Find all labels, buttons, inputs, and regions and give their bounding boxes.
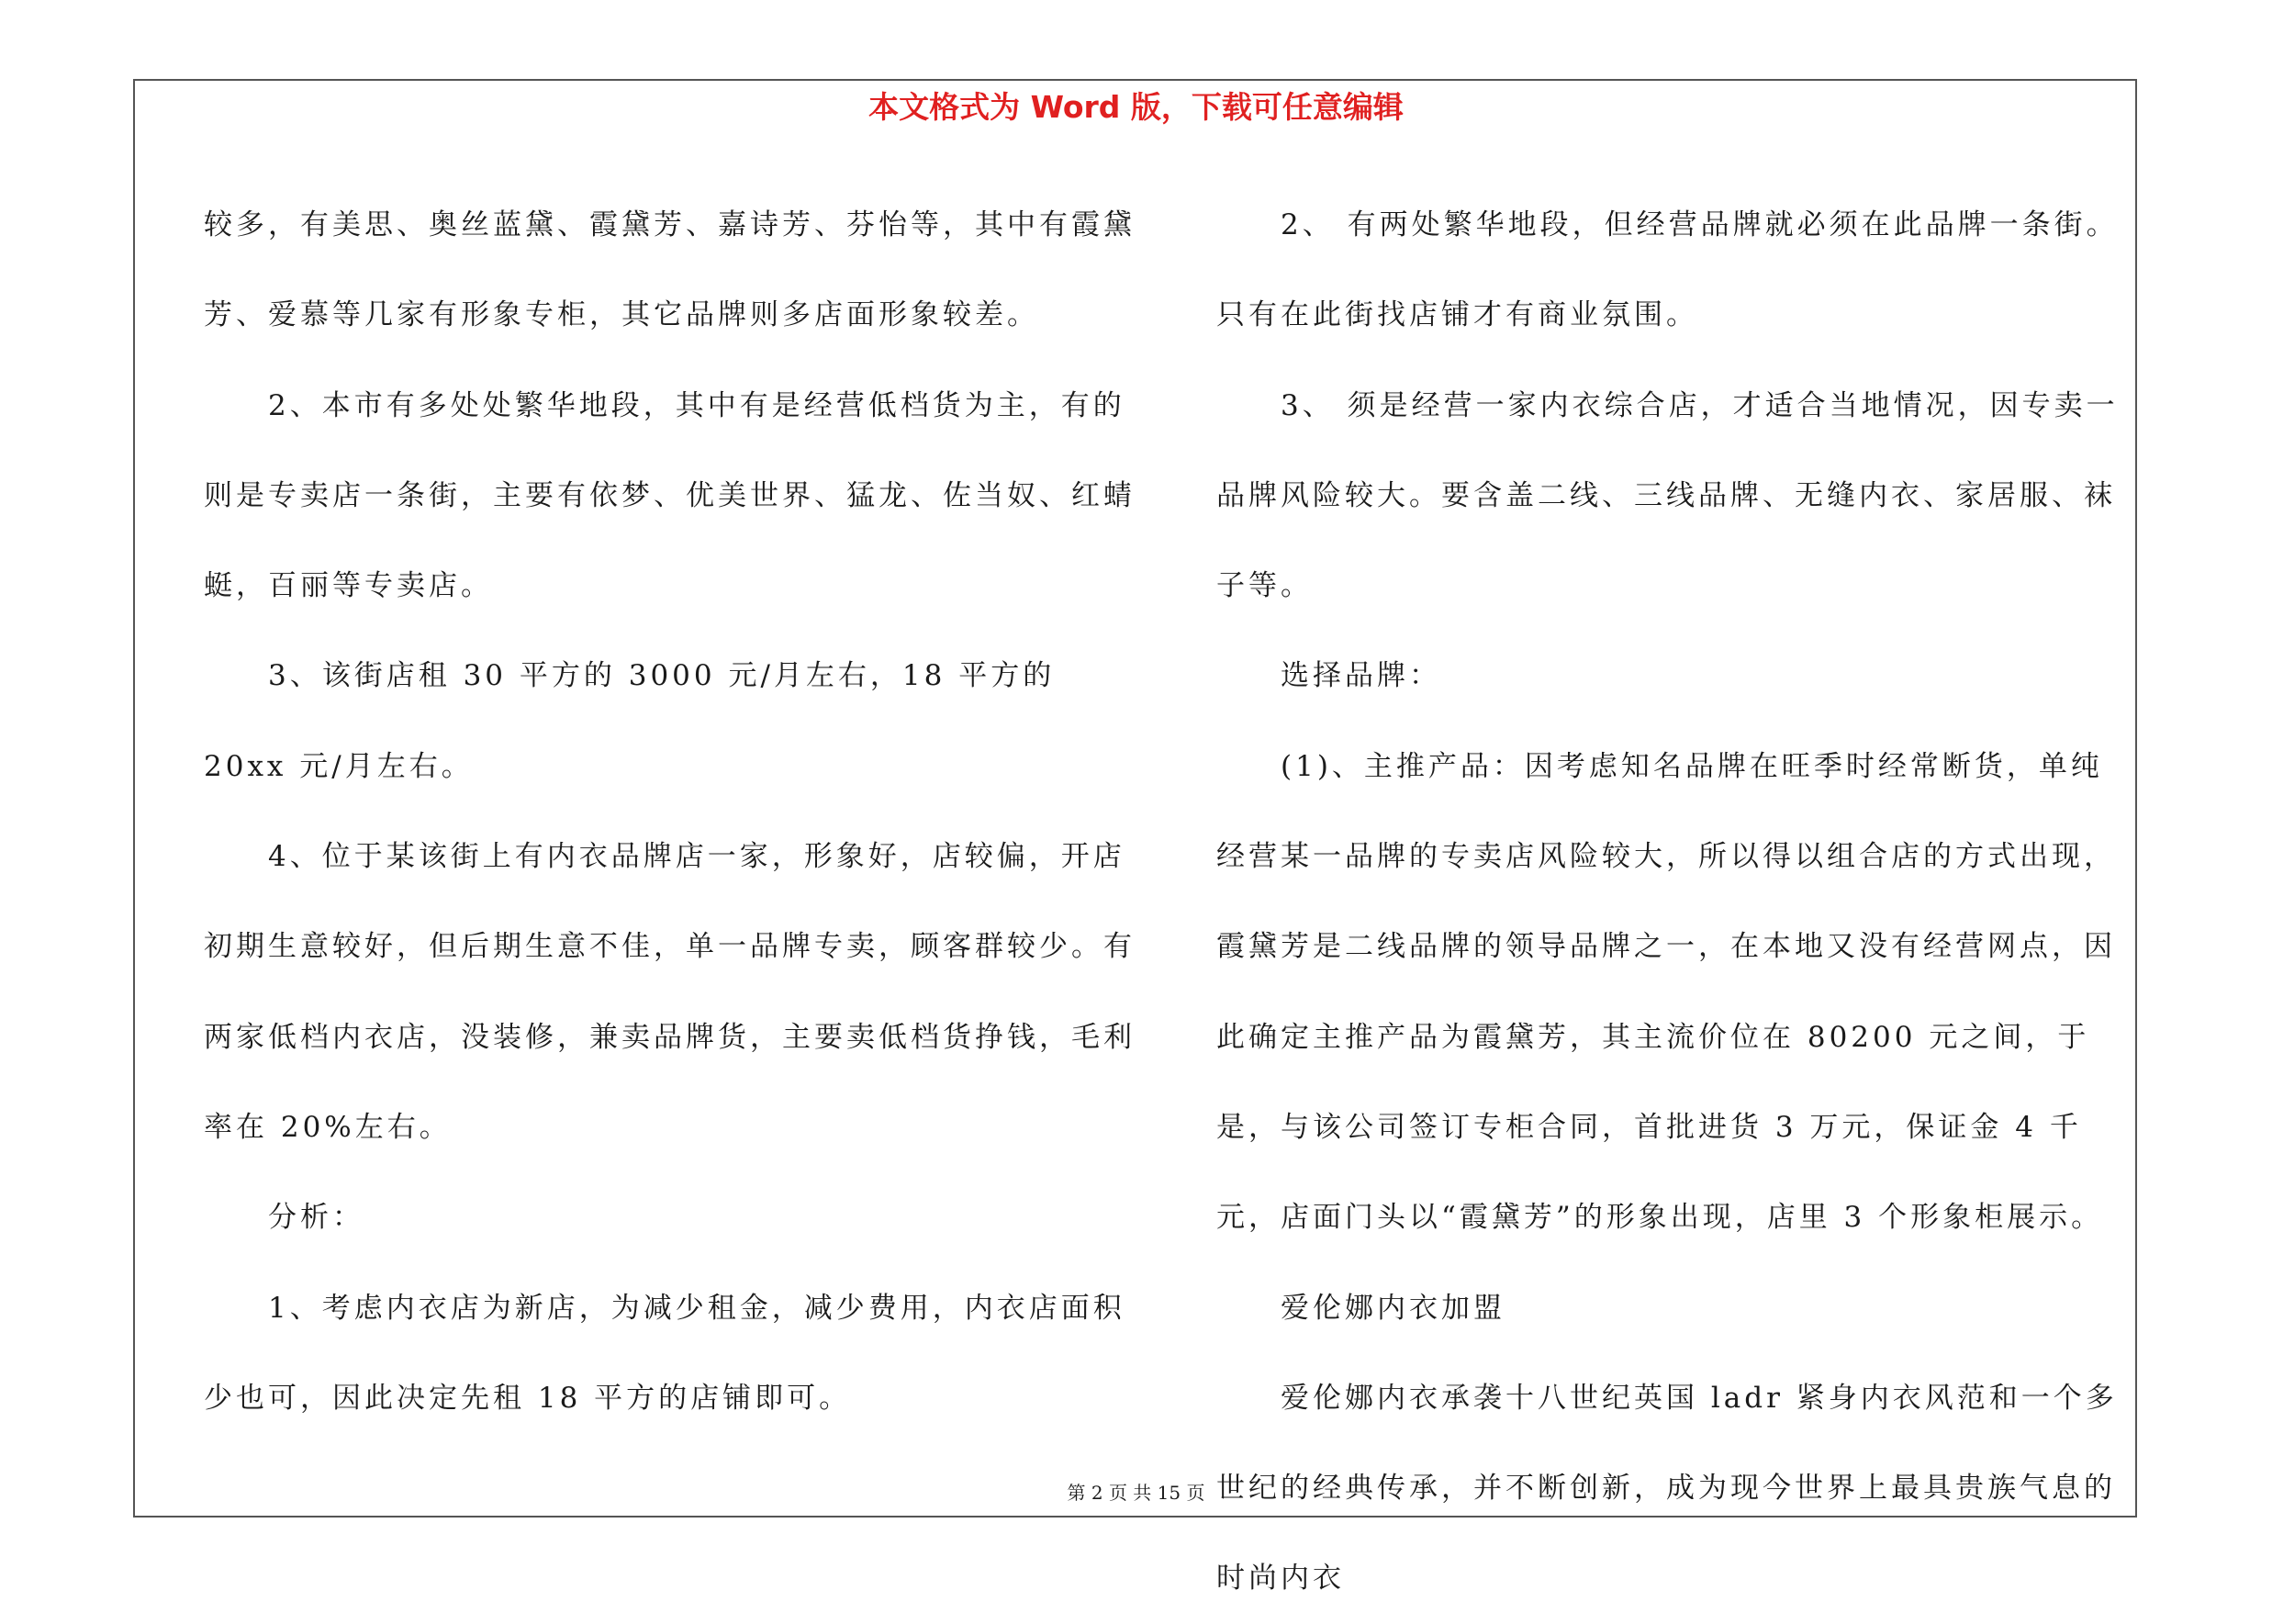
- paragraph: 2、 有两处繁华地段，但经营品牌就必须在此品牌一条街。只有在此街找店铺才有商业氛围。: [1216, 208, 2119, 332]
- page-number-footer: 第 2 页 共 15 页: [1067, 1482, 1205, 1504]
- section-heading: 分析：: [268, 1201, 364, 1235]
- right-text-column: [1216, 180, 2134, 1624]
- paragraph: 2、本市有多处处繁华地段，其中有是经营低档货为主，有的则是专卖店一条街，主要有依梦、优美世界、猛龙、佐当奴、红蜻蜓，百丽等专卖店。: [204, 388, 1136, 603]
- paragraph: 1、考虑内衣店为新店，为减少租金，减少费用，内衣店面积少也可，因此决定先租 18 平方的店铺即可。: [204, 1291, 1125, 1415]
- section-heading: 选择品牌：: [1281, 659, 1441, 693]
- paragraph: 4、位于某该街上有内衣品牌店一家，形象好，店较偏，开店初期生意较好，但后期生意不佳，单一品牌专卖，顾客群较少。有两家低档内衣店，没装修，兼卖品牌货，主要卖低档货挣钱，毛利率在 20%左右。: [204, 840, 1136, 1144]
- section-heading: 爱伦娜内衣加盟: [1281, 1291, 1505, 1325]
- paragraph: (1)、主推产品：因考虑知名品牌在旺季时经常断货，单纯经营某一品牌的专卖店风险较大，所以得以组合店的方式出现，霞黛芳是二线品牌的领导品牌之一，在本地又没有经营网点，因此确定主推产品为霞黛芳，其主流价位在 80200 元之间，于是，与该公司签订专柜合同，首批进货 3 万元，保证金 4 千元，店面门头以“霞黛芳”的形象出现，店里 3 个形象柜展示。: [1216, 749, 2116, 1235]
- paragraph: 爱伦娜内衣承袭十八世纪英国 ladr 紧身内衣风范和一个多世纪的经典传承，并不断创新，成为现今世界上最具贵族气息的时尚内衣: [1216, 1381, 2118, 1596]
- editable-notice-banner: 本文格式为 Word 版，下载可任意编辑: [868, 89, 1404, 125]
- paragraph: 较多，有美思、奥丝蓝黛、霞黛芳、嘉诗芳、芬怡等，其中有霞黛芳、爱慕等几家有形象专柜，其它品牌则多店面形象较差。: [204, 208, 1136, 332]
- paragraph: 3、该街店租 30 平方的 3000 元/月左右，18 平方的 20xx 元/月左右。: [204, 659, 1056, 783]
- paragraph: 3、 须是经营一家内衣综合店，才适合当地情况，因专卖一品牌风险较大。要含盖二线、三线品牌、无缝内衣、家居服、袜子等。: [1216, 388, 2119, 603]
- left-text-column: [204, 180, 1145, 1443]
